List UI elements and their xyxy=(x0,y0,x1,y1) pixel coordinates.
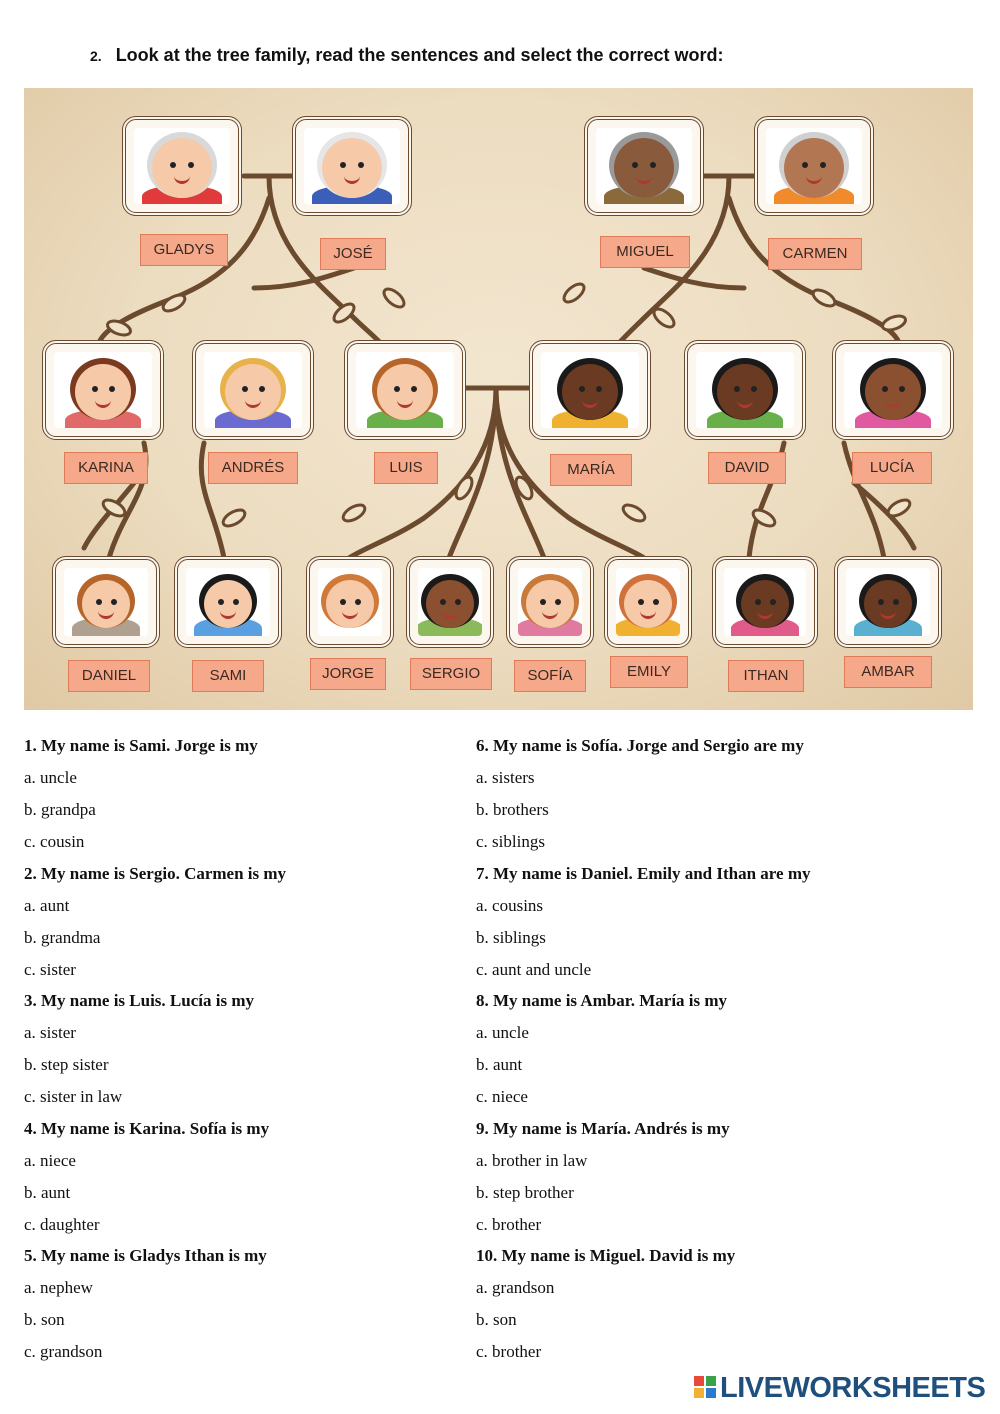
name-label: SERGIO xyxy=(410,658,492,690)
answer-option[interactable]: c. sister xyxy=(24,959,76,979)
portrait-mouth xyxy=(220,609,236,619)
portrait-mouth xyxy=(885,398,901,408)
portrait-eye xyxy=(632,162,638,168)
answer-option[interactable]: a. grandson xyxy=(476,1278,555,1297)
question-block xyxy=(476,988,727,1116)
answer-option[interactable]: b. aunt xyxy=(24,1182,71,1202)
portrait-frame xyxy=(174,556,282,648)
answer-option[interactable]: a. uncle xyxy=(24,768,77,787)
portrait-face xyxy=(326,580,374,628)
portrait-face xyxy=(377,364,433,420)
portrait-eye xyxy=(340,162,346,168)
portrait-face xyxy=(526,580,574,628)
portrait-frame xyxy=(832,340,954,440)
portrait-eye xyxy=(540,599,546,605)
answer-option[interactable]: c. sister in law xyxy=(24,1087,123,1106)
portrait-photo xyxy=(54,352,152,428)
portrait-frame xyxy=(584,116,704,216)
portrait-face xyxy=(562,364,618,420)
portrait-photo xyxy=(518,568,582,636)
portrait-eye xyxy=(440,599,446,605)
answer-option[interactable]: b. siblings xyxy=(476,927,546,947)
name-label: ITHAN xyxy=(728,660,804,692)
question-block xyxy=(476,733,804,861)
portrait-eye xyxy=(411,386,417,392)
logo-square-green xyxy=(706,1376,716,1386)
portrait-photo xyxy=(304,128,400,204)
answer-option[interactable]: a. uncle xyxy=(476,1023,529,1042)
portrait-frame xyxy=(192,340,314,440)
question-title: 2. My name is Sergio. Carmen is my xyxy=(24,863,287,883)
portrait-mouth xyxy=(542,609,558,619)
portrait-eye xyxy=(653,599,659,605)
portrait-mouth xyxy=(640,609,656,619)
answer-option[interactable]: c. grandson xyxy=(24,1342,103,1361)
portrait-eye xyxy=(455,599,461,605)
portrait-mouth xyxy=(442,609,458,619)
portrait-face xyxy=(322,138,382,198)
portrait-mouth xyxy=(880,609,896,619)
question-block xyxy=(476,1243,735,1371)
answer-option[interactable]: a. sisters xyxy=(476,768,535,787)
question-block xyxy=(24,1116,269,1244)
portrait-eye xyxy=(340,599,346,605)
answer-option[interactable]: c. brother xyxy=(476,1342,542,1361)
portrait-photo xyxy=(541,352,639,428)
name-label: CARMEN xyxy=(768,238,862,270)
exercise-number: 2. xyxy=(90,48,102,64)
name-label: SOFÍA xyxy=(514,660,586,692)
portrait-eye xyxy=(355,599,361,605)
portrait-eye xyxy=(242,386,248,392)
portrait-eye xyxy=(259,386,265,392)
portrait-frame xyxy=(406,556,494,648)
name-label: AMBAR xyxy=(844,656,932,688)
portrait-photo xyxy=(418,568,482,636)
name-label: JORGE xyxy=(310,658,386,690)
portrait-eye xyxy=(579,386,585,392)
portrait-mouth xyxy=(342,609,358,619)
portrait-mouth xyxy=(95,398,111,408)
portrait-photo xyxy=(356,352,454,428)
portrait-mouth xyxy=(737,398,753,408)
name-label: DAVID xyxy=(708,452,786,484)
answer-option[interactable]: b. son xyxy=(24,1310,65,1329)
answer-option[interactable]: a. brother in law xyxy=(476,1150,588,1170)
name-label: DANIEL xyxy=(68,660,150,692)
question-title: 5. My name is Gladys Ithan is my xyxy=(24,1246,267,1265)
answer-option[interactable]: b. step brother xyxy=(476,1182,574,1202)
portrait-photo xyxy=(616,568,680,636)
portrait-photo xyxy=(844,352,942,428)
portrait-eye xyxy=(899,386,905,392)
portrait-frame xyxy=(52,556,160,648)
liveworksheets-logo-text: LIVEWORKSHEETS xyxy=(720,1372,986,1404)
portrait-eye xyxy=(878,599,884,605)
portrait-mouth xyxy=(245,398,261,408)
answer-option[interactable]: b. grandma xyxy=(24,927,101,947)
portrait-photo xyxy=(204,352,302,428)
portrait-eye xyxy=(218,599,224,605)
portrait-eye xyxy=(893,599,899,605)
portrait-photo xyxy=(846,568,930,636)
portrait-mouth xyxy=(174,174,190,184)
question-block xyxy=(24,1243,267,1371)
portrait-frame xyxy=(506,556,594,648)
portrait-eye xyxy=(751,386,757,392)
portrait-photo xyxy=(186,568,270,636)
portrait-frame xyxy=(306,556,394,648)
portrait-frame xyxy=(754,116,874,216)
portrait-eye xyxy=(111,599,117,605)
portrait-mouth xyxy=(582,398,598,408)
question-block xyxy=(24,861,286,989)
portrait-face xyxy=(426,580,474,628)
portrait-eye xyxy=(650,162,656,168)
portrait-eye xyxy=(555,599,561,605)
portrait-photo xyxy=(134,128,230,204)
name-label: MIGUEL xyxy=(600,236,690,268)
answer-option[interactable]: b. son xyxy=(476,1310,517,1329)
answer-option[interactable]: b. aunt xyxy=(476,1055,523,1074)
portrait-face xyxy=(741,580,789,628)
question-title: 8. My name is Ambar. María is my xyxy=(476,991,728,1010)
name-label: SAMI xyxy=(192,660,264,692)
portrait-frame xyxy=(604,556,692,648)
portrait-eye xyxy=(170,162,176,168)
portrait-face xyxy=(864,580,912,628)
portrait-mouth xyxy=(98,609,114,619)
portrait-face xyxy=(614,138,674,198)
portrait-frame xyxy=(42,340,164,440)
answer-option[interactable]: a. nephew xyxy=(24,1278,93,1297)
name-label: GLADYS xyxy=(140,234,228,266)
answer-option[interactable]: c. daughter xyxy=(24,1214,100,1234)
portrait-photo xyxy=(696,352,794,428)
portrait-frame xyxy=(529,340,651,440)
portrait-face xyxy=(204,580,252,628)
exercise-instruction: Look at the tree family, read the sentences and select the correct word: xyxy=(115,45,724,65)
answer-option[interactable]: c. niece xyxy=(476,1087,528,1106)
question-title: 10. My name is Miguel. David is my xyxy=(476,1246,736,1265)
question-block xyxy=(24,988,254,1116)
portrait-mouth xyxy=(757,609,773,619)
question-block xyxy=(476,1116,730,1244)
portrait-photo xyxy=(318,568,382,636)
portrait-eye xyxy=(770,599,776,605)
portrait-frame xyxy=(292,116,412,216)
liveworksheets-logo xyxy=(694,1372,985,1405)
answer-option[interactable]: b. step sister xyxy=(24,1055,109,1074)
exercise-heading xyxy=(90,45,724,66)
answer-option[interactable]: b. brothers xyxy=(476,800,549,819)
name-label: JOSÉ xyxy=(320,238,386,270)
answer-option[interactable]: c. siblings xyxy=(476,832,545,851)
portrait-eye xyxy=(233,599,239,605)
portrait-eye xyxy=(734,386,740,392)
question-title: 6. My name is Sofía. Jorge and Sergio are my xyxy=(476,736,804,755)
question-title: 9. My name is María. Andrés is my xyxy=(476,1118,730,1138)
portrait-photo xyxy=(724,568,806,636)
portrait-face xyxy=(624,580,672,628)
portrait-eye xyxy=(394,386,400,392)
portrait-eye xyxy=(802,162,808,168)
portrait-frame xyxy=(834,556,942,648)
answer-option[interactable]: a. cousins xyxy=(476,895,544,915)
logo-square-red xyxy=(694,1376,704,1386)
name-label: LUIS xyxy=(374,452,438,484)
portrait-mouth xyxy=(397,398,413,408)
portrait-face xyxy=(717,364,773,420)
liveworksheets-logo-icon xyxy=(694,1376,718,1400)
portrait-photo xyxy=(766,128,862,204)
family-tree-image xyxy=(24,88,973,710)
question-title: 7. My name is Daniel. Emily and Ithan are my xyxy=(476,863,811,883)
portrait-frame xyxy=(684,340,806,440)
portrait-eye xyxy=(109,386,115,392)
portrait-frame xyxy=(712,556,818,648)
name-label: MARÍA xyxy=(550,454,632,486)
question-block xyxy=(24,733,258,861)
portrait-eye xyxy=(638,599,644,605)
portrait-face xyxy=(225,364,281,420)
portrait-face xyxy=(82,580,130,628)
portrait-face xyxy=(865,364,921,420)
portrait-mouth xyxy=(344,174,360,184)
answer-option[interactable]: a. niece xyxy=(24,1150,76,1170)
portrait-mouth xyxy=(806,174,822,184)
answer-option[interactable]: c. brother xyxy=(476,1214,542,1234)
portrait-photo xyxy=(64,568,148,636)
name-label: EMILY xyxy=(610,656,688,688)
portrait-eye xyxy=(96,599,102,605)
portrait-eye xyxy=(755,599,761,605)
portrait-eye xyxy=(820,162,826,168)
portrait-frame xyxy=(344,340,466,440)
answer-option[interactable]: c. cousin xyxy=(24,832,85,851)
name-label: ANDRÉS xyxy=(208,452,298,484)
portrait-face xyxy=(784,138,844,198)
portrait-face xyxy=(75,364,131,420)
answer-option[interactable]: b. grandpa xyxy=(24,800,96,819)
answer-option[interactable]: a. aunt xyxy=(24,895,70,915)
portrait-mouth xyxy=(636,174,652,184)
name-label: KARINA xyxy=(64,452,148,484)
portrait-frame xyxy=(122,116,242,216)
question-title: 1. My name is Sami. Jorge is my xyxy=(24,736,258,755)
portrait-eye xyxy=(188,162,194,168)
name-label: LUCÍA xyxy=(852,452,932,484)
portrait-eye xyxy=(596,386,602,392)
portrait-photo xyxy=(596,128,692,204)
portrait-eye xyxy=(882,386,888,392)
question-block xyxy=(476,861,811,989)
answer-option[interactable]: a. sister xyxy=(24,1023,76,1042)
portrait-eye xyxy=(92,386,98,392)
logo-square-blue xyxy=(706,1388,716,1398)
portrait-face xyxy=(152,138,212,198)
question-title: 3. My name is Luis. Lucía is my xyxy=(24,991,254,1010)
question-title: 4. My name is Karina. Sofía is my xyxy=(24,1118,270,1138)
portrait-eye xyxy=(358,162,364,168)
answer-option[interactable]: c. aunt and uncle xyxy=(476,959,592,979)
logo-square-yellow xyxy=(694,1388,704,1398)
